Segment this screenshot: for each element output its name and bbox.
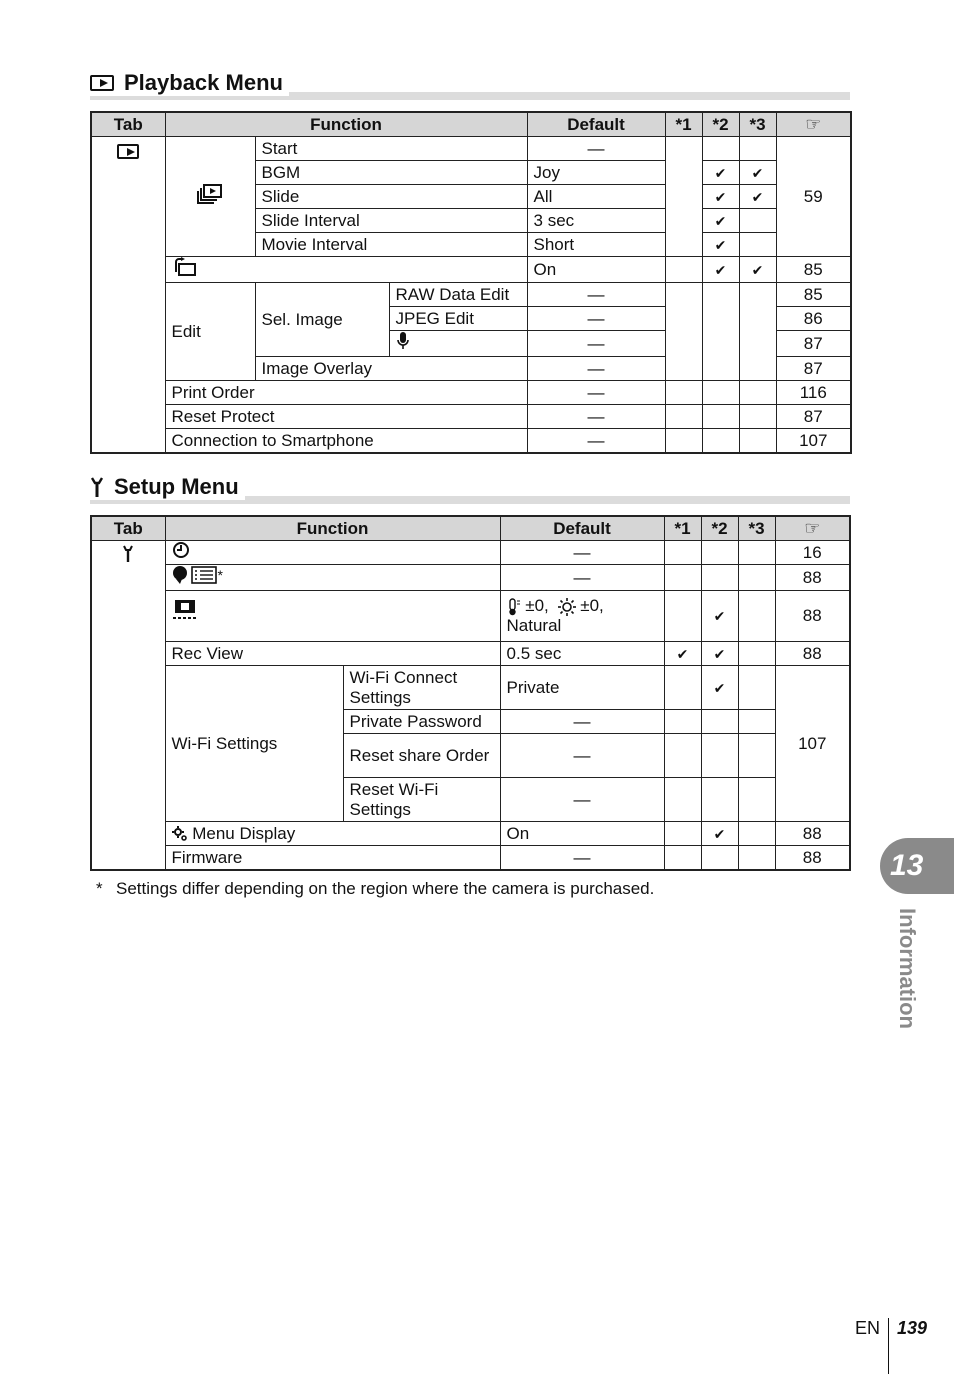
smartphone-default: — [527, 429, 665, 454]
wifi-page: 107 [775, 666, 850, 822]
rec-view-page: 88 [775, 642, 850, 666]
footer-lang: EN [855, 1317, 881, 1338]
bgm-default: Joy [527, 161, 665, 185]
check-mark: ✔ [664, 642, 701, 666]
col-tab: Tab [91, 112, 165, 137]
col-tab: Tab [91, 516, 165, 541]
page-footer [855, 1300, 927, 1356]
language-page: 88 [775, 565, 850, 591]
slide-label: Slide [255, 185, 527, 209]
tab-cell-setup [91, 541, 165, 871]
language-default: — [500, 565, 664, 591]
language-icon [172, 565, 218, 585]
clock-cell [165, 541, 500, 565]
monitor-cell [165, 591, 500, 642]
playback-tab-icon [117, 144, 139, 159]
col-ref [776, 112, 851, 137]
check-mark: ✔ [702, 161, 739, 185]
mic-cell [389, 331, 527, 357]
rotate-page: 85 [776, 257, 851, 283]
check-mark: ✔ [702, 209, 739, 233]
bgm-label: BGM [255, 161, 527, 185]
microphone-icon [396, 331, 410, 351]
print-order-page: 116 [776, 381, 851, 405]
jpeg-edit-default: — [527, 307, 665, 331]
reset-wifi-label: Reset Wi-Fi Settings [343, 778, 500, 822]
reset-share-label: Reset share Order [343, 734, 500, 778]
menu-display-cell [165, 822, 500, 846]
col-s3: *3 [739, 112, 776, 137]
image-overlay-label: Image Overlay [255, 357, 527, 381]
movie-interval-label: Movie Interval [255, 233, 527, 257]
slideshow-cell [165, 137, 255, 257]
raw-edit-label: RAW Data Edit [389, 283, 527, 307]
col-default: Default [500, 516, 664, 541]
start-label: Start [255, 137, 527, 161]
col-s2: *2 [702, 112, 739, 137]
rotate-icon [172, 257, 198, 277]
setup-title: Setup Menu [114, 474, 239, 499]
reference-hand-icon: ☞ [804, 518, 821, 538]
footnote-text: Settings differ depending on the region where the camera is purchased. [116, 879, 655, 898]
check-mark: ✔ [739, 161, 776, 185]
brightness-icon [558, 598, 576, 616]
playback-section-title [90, 72, 850, 100]
rec-view-default: 0.5 sec [500, 642, 664, 666]
playback-title: Playback Menu [124, 70, 283, 95]
language-cell [165, 565, 500, 591]
rotate-default: On [527, 257, 665, 283]
tab-cell-playback [91, 137, 165, 454]
chapter-number: 13 [890, 849, 924, 882]
menu-display-default: On [500, 822, 664, 846]
check-mark: ✔ [701, 666, 738, 710]
clock-icon [172, 541, 190, 559]
footnote-star: * [96, 879, 103, 898]
reset-protect-page: 87 [776, 405, 851, 429]
slideshow-icon [196, 183, 224, 205]
clock-default: — [500, 541, 664, 565]
col-s3: *3 [738, 516, 775, 541]
col-s2: *2 [701, 516, 738, 541]
firmware-default: — [500, 846, 664, 871]
chapter-tab [880, 838, 954, 894]
monitor-page: 88 [775, 591, 850, 642]
jpeg-edit-label: JPEG Edit [389, 307, 527, 331]
mic-page: 87 [776, 331, 851, 357]
reference-hand-icon: ☞ [805, 114, 822, 134]
monitor-color-value: Natural [506, 616, 562, 635]
image-overlay-default: — [527, 357, 665, 381]
image-overlay-page: 87 [776, 357, 851, 381]
col-s1: *1 [664, 516, 701, 541]
print-order-default: — [527, 381, 665, 405]
page-number: 139 [897, 1317, 928, 1338]
jpeg-edit-page: 86 [776, 307, 851, 331]
reset-wifi-default: — [500, 778, 664, 822]
col-default: Default [527, 112, 665, 137]
rotate-cell [165, 257, 527, 283]
setup-section-title [90, 476, 850, 504]
slideshow-page: 59 [776, 137, 851, 257]
movie-interval-default: Short [527, 233, 665, 257]
private-password-default: — [500, 710, 664, 734]
chapter-label: Information [895, 908, 920, 1029]
raw-edit-default: — [527, 283, 665, 307]
check-mark: ✔ [702, 257, 739, 283]
setup-table [90, 515, 851, 871]
language-footnote-mark: * [217, 567, 223, 583]
wifi-connect-default: Private [500, 666, 664, 710]
firmware-page: 88 [775, 846, 850, 871]
smartphone-page: 107 [776, 429, 851, 454]
wrench-tab-icon [123, 545, 133, 563]
footnote [96, 879, 654, 899]
menu-display-label: Menu Display [192, 823, 296, 843]
slide-default: All [527, 185, 665, 209]
slide-interval-default: 3 sec [527, 209, 665, 233]
menu-display-page: 88 [775, 822, 850, 846]
check-mark: ✔ [701, 591, 738, 642]
rec-view-label: Rec View [165, 642, 500, 666]
wrench-icon [90, 476, 104, 498]
raw-edit-page: 85 [776, 283, 851, 307]
wifi-settings-label: Wi-Fi Settings [165, 666, 343, 822]
col-function: Function [165, 112, 527, 137]
check-mark: ✔ [739, 257, 776, 283]
playback-icon [90, 75, 114, 91]
check-mark: ✔ [702, 233, 739, 257]
col-s1: *1 [665, 112, 702, 137]
footer-divider [888, 1318, 889, 1374]
custom-gear-icon [172, 826, 188, 842]
playback-table [90, 111, 852, 454]
clock-page: 16 [775, 541, 850, 565]
edit-label: Edit [165, 283, 255, 381]
start-default: — [527, 137, 665, 161]
monitor-temp-value: ±0, [525, 596, 549, 615]
wifi-connect-label: Wi-Fi Connect Settings [343, 666, 500, 710]
check-mark: ✔ [702, 185, 739, 209]
col-ref [775, 516, 850, 541]
mic-default: — [527, 331, 665, 357]
sel-image-label: Sel. Image [255, 283, 389, 357]
reset-share-default: — [500, 734, 664, 778]
check-mark: ✔ [701, 642, 738, 666]
check-mark: ✔ [701, 822, 738, 846]
print-order-label: Print Order [165, 381, 527, 405]
firmware-label: Firmware [165, 846, 500, 871]
private-password-label: Private Password [343, 710, 500, 734]
thermometer-icon [507, 598, 521, 616]
check-mark: ✔ [739, 185, 776, 209]
smartphone-label: Connection to Smartphone [165, 429, 527, 454]
slide-interval-label: Slide Interval [255, 209, 527, 233]
reset-protect-label: Reset Protect [165, 405, 527, 429]
reset-protect-default: — [527, 405, 665, 429]
monitor-default [500, 591, 664, 642]
monitor-adjust-icon [172, 599, 198, 621]
col-function: Function [165, 516, 500, 541]
monitor-brightness-value: ±0, [580, 596, 604, 615]
